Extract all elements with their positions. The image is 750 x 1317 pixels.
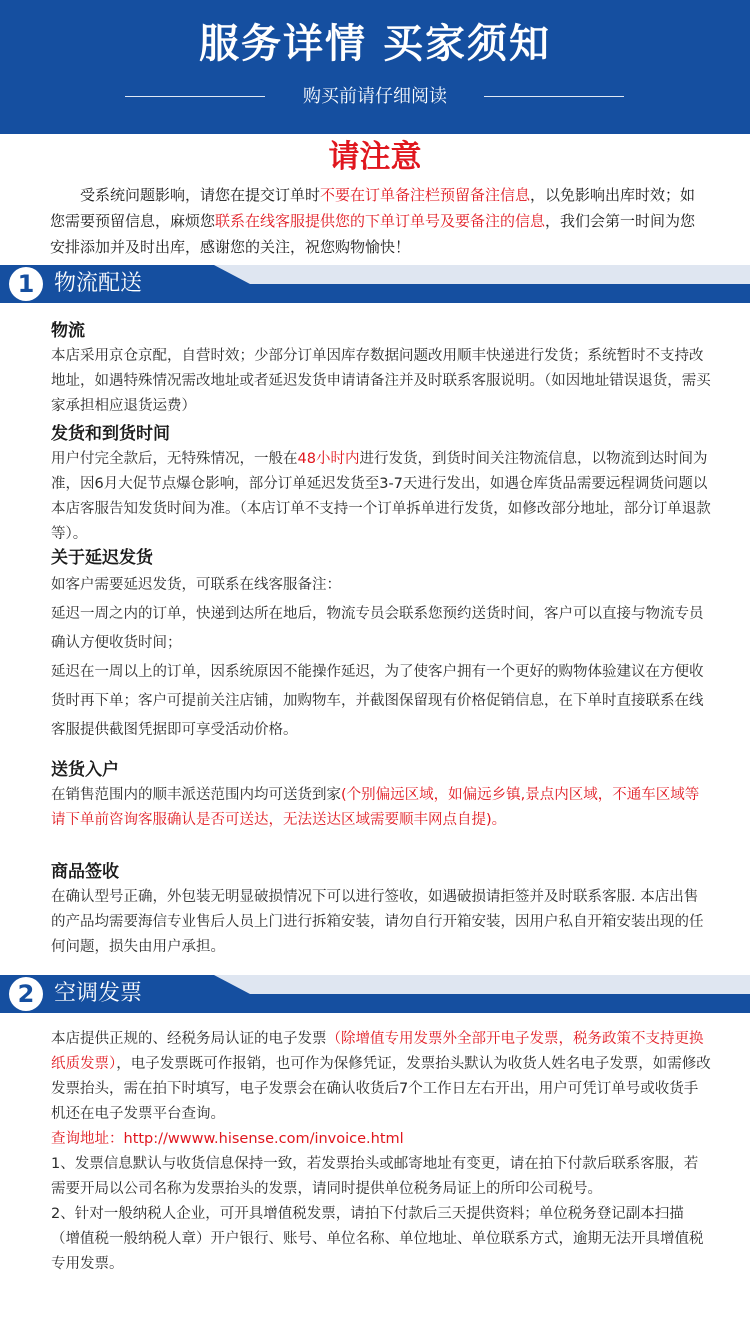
invoice-item-1: 1、发票信息默认与收货信息保持一致，若发票抬头或邮寄地址有变更，请在拍下付款后联系客服，若需要开局以公司名称为发票抬头的发票，请同时提供单位税务局证上的所印公司税号。 xyxy=(51,1156,699,1197)
invoice-query-link[interactable]: http://wwww.hisense.com/invoice.html xyxy=(123,1131,404,1147)
notice-seg2: 不要在订单备注栏预留备注信息 xyxy=(320,186,531,204)
delivery-block xyxy=(51,757,711,833)
shipping-text xyxy=(51,447,711,547)
logistics-text: 本店采用京仓京配，自营时效；少部分订单因库存数据问题改用顺丰快递进行发货；系统暂时不支持改地址，如遇特殊情况需改地址或者延迟发货申请请备注并及时联系客服说明。（如因地址错误退货，需买家承担相应退货运费） xyxy=(51,348,711,414)
shipping-seg3: 进行发货，到货时间关注物流信息，以物流到达时间为准，因6月大促节点爆仓影响，部分订单延迟发货至3-7天进行发出，如遇仓库货品需要远程调货问题以本店客服告知发货时间为准。（本店订单不支持一个订单拆单进行发货，如修改部分地址，部分订单退款等）。 xyxy=(51,451,711,542)
invoice-block xyxy=(51,1027,711,1277)
shipping-seg1: 用户付完全款后，无特殊情况，一般在 xyxy=(51,451,298,467)
delay-block xyxy=(51,545,711,745)
delay-line3: 延迟在一周以上的订单，因系统原因不能操作延迟，为了使客户拥有一个更好的购物体验建议在方便收货时再下单；客户可提前关注店铺，加购物车，并截图保留现有价格促销信息，在下单时直接联系在线客服提供截图凭据即可享受活动价格。 xyxy=(51,664,704,738)
logistics-block xyxy=(51,318,711,419)
page-subtitle: 购买前请仔细阅读 xyxy=(303,86,447,107)
logistics-heading: 物流 xyxy=(51,321,85,341)
section1-number-badge: 1 xyxy=(9,267,43,301)
shipping-block xyxy=(51,421,711,547)
notice-title: 请注意 xyxy=(328,139,422,175)
section1-title: 物流配送 xyxy=(54,271,143,296)
section2-title: 空调发票 xyxy=(54,981,143,1006)
delivery-seg2: (个别偏远区域，如偏远乡镇,景点内区域，不通车区域等请下单前咨询客服确认是否可送达，无法送达区域需要顺丰网点自提)。 xyxy=(51,787,700,828)
invoice-query-label: 查询地址： xyxy=(51,1131,124,1147)
signing-block xyxy=(51,859,711,960)
delivery-text xyxy=(51,783,711,833)
notice-text xyxy=(50,182,710,260)
page-title: 服务详情 买家须知 xyxy=(199,21,551,67)
invoice-intro-seg1: 本店提供正规的、经税务局认证的电子发票 xyxy=(51,1031,327,1047)
notice-seg5: ，我们会第一时间为您安排添加并及时出库，感谢您的关注，祝您购物愉快！ xyxy=(50,212,696,256)
shipping-seg2: 48小时内 xyxy=(297,451,360,467)
signing-text: 在确认型号正确，外包装无明显破损情况下可以进行签收，如遇破损请拒签并及时联系客服. 本店出售的产品均需要海信专业售后人员上门进行拆箱安装，请勿自行开箱安装，因用户私自开箱安装出现的任何问题，损失由用户承担。 xyxy=(51,889,704,955)
shipping-heading: 发货和到货时间 xyxy=(51,424,170,444)
section2-number-badge: 2 xyxy=(9,977,43,1011)
notice-seg1: 受系统问题影响，请您在提交订单时 xyxy=(80,186,321,204)
header-banner xyxy=(0,0,750,134)
delay-heading: 关于延迟发货 xyxy=(51,548,153,568)
invoice-item-2: 2、针对一般纳税人企业，可开具增值税发票，请拍下付款后三天提供资料；单位税务登记副本扫描（增值税一般纳税人章）开户银行、账号、单位名称、单位地址、单位联系方式，逾期无法开具增值税专用发票。 xyxy=(51,1206,704,1272)
header-divider-right xyxy=(484,96,624,97)
delay-line2: 延迟一周之内的订单，快递到达所在地后，物流专员会联系您预约送货时间，客户可以直接与物流专员确认方便收货时间； xyxy=(51,606,704,651)
delivery-heading: 送货入户 xyxy=(51,760,119,780)
invoice-intro-seg2: （除增值专用发票外全部开电子发票，税务政策不支持更换纸质发票） xyxy=(51,1031,704,1072)
invoice-intro-seg3: ，电子发票既可作报销，也可作为保修凭证，发票抬头默认为收货人姓名电子发票，如需修改发票抬头，需在拍下时填写，电子发票会在确认收货后7个工作日左右开出，用户可凭订单号或收货手机还在电子发票平台查询。 xyxy=(51,1056,711,1122)
notice-seg4: 联系在线客服提供您的下单订单号及要备注的信息 xyxy=(215,212,546,230)
notice-seg3: ，以免影响出库时效；如您需要预留信息，麻烦您 xyxy=(50,186,696,230)
section2-header-bar xyxy=(0,975,750,1013)
delivery-seg1: 在销售范围内的顺丰派送范围内均可送货到家 xyxy=(51,787,341,803)
invoice-intro xyxy=(51,1027,711,1127)
delay-line1: 如客户需要延迟发货，可联系在线客服备注： xyxy=(51,577,341,593)
section1-header-bar xyxy=(0,265,750,303)
invoice-query xyxy=(51,1127,711,1152)
signing-heading: 商品签收 xyxy=(51,862,119,882)
